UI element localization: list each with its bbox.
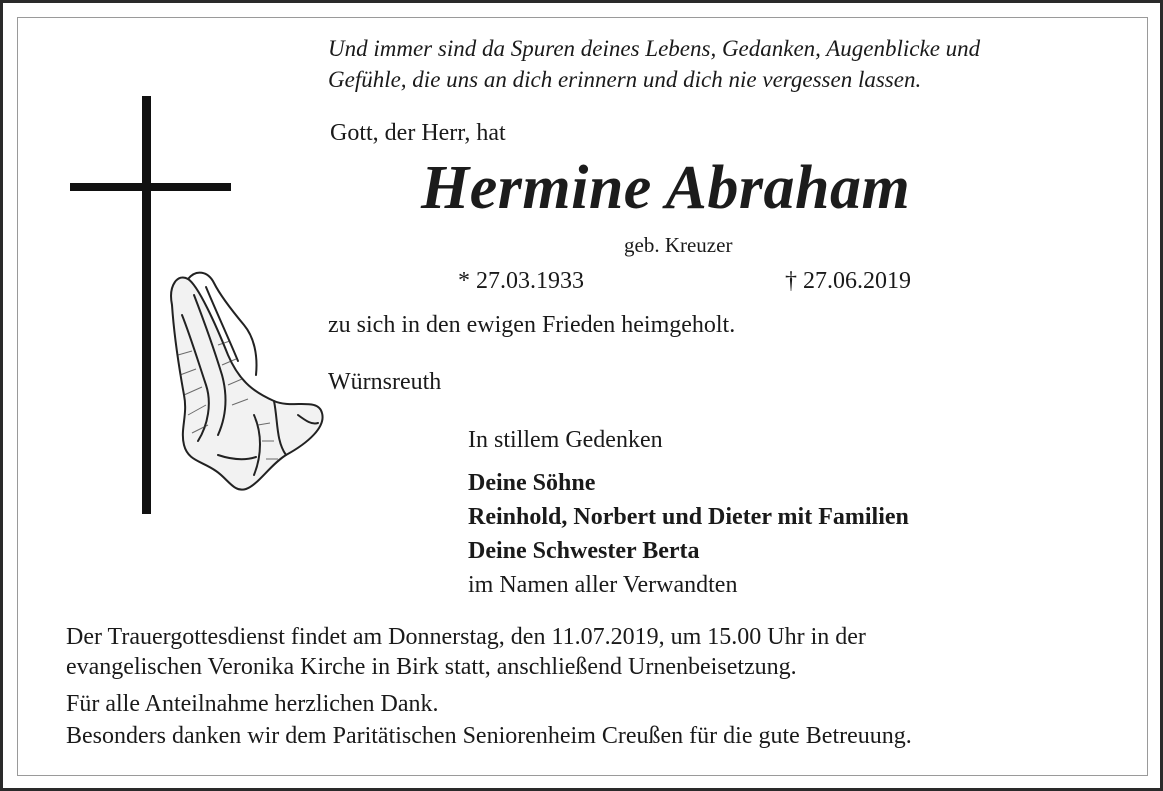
mourners-list — [468, 466, 909, 602]
thanks-line-1: Für alle Anteilnahme herzlichen Dank. — [66, 691, 439, 717]
place-name: Würnsreuth — [328, 369, 442, 395]
mourners-line-3: Deine Schwester Berta — [468, 538, 700, 564]
poem-line-1: Und immer sind da Spuren deines Lebens, Gedanken, Augenblicke und — [328, 36, 981, 61]
service-line-2: evangelischen Veronika Kirche in Birk statt, anschließend Urnenbeisetzung. — [66, 654, 797, 680]
intro-text: Gott, der Herr, hat — [330, 120, 506, 146]
cross-icon-bar — [70, 183, 231, 191]
death-date: † 27.06.2019 — [785, 268, 911, 294]
service-info — [66, 622, 866, 682]
mourners-line-1: Deine Söhne — [468, 470, 596, 496]
mourners-line-4: im Namen aller Verwandten — [468, 572, 738, 598]
cross-icon — [142, 96, 151, 514]
service-line-1: Der Trauergottesdienst findet am Donnerstag, den 11.07.2019, um 15.00 Uhr in der — [66, 624, 866, 650]
thanks-line-2: Besonders danken wir dem Paritätischen Seniorenheim Creußen für die gute Betreuung. — [66, 723, 912, 749]
poem — [328, 33, 980, 95]
maiden-name: geb. Kreuzer — [624, 233, 733, 257]
mourners-line-2: Reinhold, Norbert und Dieter mit Familien — [468, 504, 909, 530]
poem-line-2: Gefühle, die uns an dich erinnern und dich nie vergessen lassen. — [328, 67, 922, 92]
mourners-heading: In stillem Gedenken — [468, 427, 663, 453]
birth-date: * 27.03.1933 — [458, 268, 584, 294]
outro-text: zu sich in den ewigen Frieden heimgeholt. — [328, 312, 736, 338]
praying-hands-icon — [158, 265, 328, 495]
deceased-name: Hermine Abraham — [421, 154, 911, 222]
thanks-note — [66, 688, 912, 752]
